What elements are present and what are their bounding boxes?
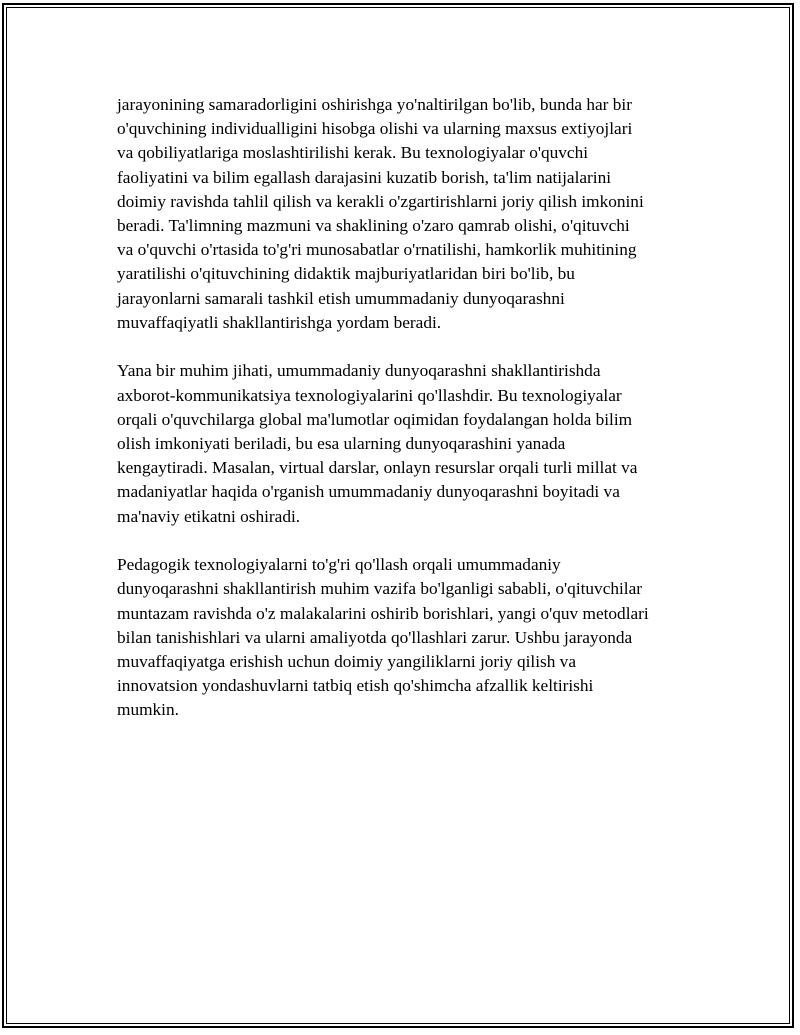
text-line: innovatsion yondashuvlarni tatbiq etish qo'shimcha afzallik keltirishi	[117, 676, 594, 696]
text-line: bilan tanishishlari va ularni amaliyotda qo'llashlari zarur. Ushbu jarayonda	[117, 627, 633, 647]
text-line: muvaffaqiyatga erishish uchun doimiy yangiliklarni joriy qilish va	[117, 652, 576, 672]
text-line: va o'quvchi o'rtasida to'g'ri munosabatlar o'rnatilishi, hamkorlik muhitining	[117, 240, 637, 260]
text-line: muntazam ravishda o'z malakalarini oshirib borishlari, yangi o'quv metodlari	[117, 603, 649, 623]
text-line: muvaffaqiyatli shakllantirishga yordam beradi.	[117, 312, 442, 332]
document-body	[117, 93, 707, 747]
text-line: madaniyatlar haqida o'rganish umummadaniy dunyoqarashni boyitadi va	[117, 482, 620, 502]
text-line: olish imkoniyati beriladi, bu esa ularning dunyoqarashini yanada	[117, 434, 566, 454]
paragraph-2	[117, 359, 707, 528]
text-line: mumkin.	[117, 700, 179, 720]
text-line: beradi. Ta'limning mazmuni va shaklining o'zaro qamrab olishi, o'qituvchi	[117, 216, 630, 236]
text-line: doimiy ravishda tahlil qilish va kerakli o'zgartirishlarni joriy qilish imkonini	[117, 191, 644, 211]
text-line: jarayonining samaradorligini oshirishga yo'naltirilgan bo'lib, bunda har bir	[117, 95, 632, 114]
text-line: va qobiliyatlariga moslashtirilishi kerak. Bu texnologiyalar o'quvchi	[117, 143, 589, 163]
text-line: dunyoqarashni shakllantirish muhim vazifa bo'lganligi sababli, o'qituvchilar	[117, 579, 643, 599]
text-line: jarayonlarni samarali tashkil etish umummadaniy dunyoqarashni	[117, 288, 565, 308]
text-line: faoliyatini va bilim egallash darajasini kuzatib borish, ta'lim natijalarini	[117, 167, 612, 187]
text-line: o'quvchining individualligini hisobga olishi va ularning maxsus extiyojlari	[117, 119, 633, 139]
paragraph-1	[117, 93, 707, 335]
text-line: axborot-kommunikatsiya texnologiyalarini qo'llashdir. Bu texnologiyalar	[117, 385, 622, 405]
text-line: kengaytiradi. Masalan, virtual darslar, onlayn resurslar orqali turli millat va	[117, 458, 638, 478]
text-line: ma'naviy etikatni oshiradi.	[117, 506, 301, 526]
text-line: orqali o'quvchilarga global ma'lumotlar oqimidan foydalangan holda bilim	[117, 409, 633, 429]
paragraph-3	[117, 553, 707, 722]
text-line: yaratilishi o'qituvchining didaktik majburiyatlaridan biri bo'lib, bu	[117, 264, 575, 284]
text-line: Yana bir muhim jihati, umummadaniy dunyoqarashni shakllantirishda	[117, 361, 601, 381]
text-line: Pedagogik texnologiyalarni to'g'ri qo'llash orqali umummadaniy	[117, 555, 561, 575]
